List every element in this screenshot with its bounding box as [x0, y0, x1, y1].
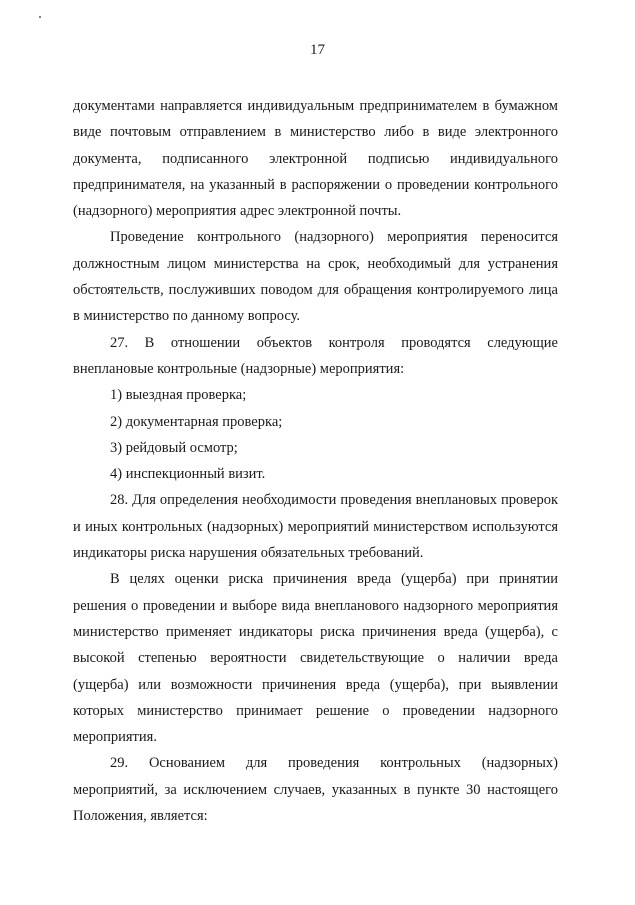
- list-item-3: 3) рейдовый осмотр;: [110, 439, 238, 456]
- document-body: [73, 93, 558, 829]
- paragraph-27: 27. В отношении объектов контроля проводятся следующие внеплановые контрольные (надзорные) мероприятия:: [73, 334, 558, 377]
- paragraph-risk-assessment: В целях оценки риска причинения вреда (ущерба) при принятии решения о проведении и выборе вида внепланового надзорного мероприятия министерство применяет индикаторы риска причинения вреда (ущерба), с высокой степенью вероятности свидетельствующие о наличии вреда (ущерба) или возможности причинения вреда (ущерба), при выявлении которых министерство принимает решение о проведении надзорного мероприятия.: [73, 571, 558, 746]
- list-item-4: 4) инспекционный визит.: [110, 466, 266, 483]
- scan-speck: [39, 16, 41, 18]
- page-number: 17: [310, 42, 325, 58]
- paragraph-postponement: Проведение контрольного (надзорного) мероприятия переносится должностным лицом министерства на срок, необходимый для устранения обстоятельств, послуживших поводом для обращения контролируемого лица в министерство по данному вопросу.: [73, 229, 558, 325]
- paragraph-29: 29. Основанием для проведения контрольных (надзорных) мероприятий, за исключением случаев, указанных в пункте 30 настоящего Положения, является:: [73, 755, 558, 825]
- paragraph-continuation: документами направляется индивидуальным предпринимателем в бумажном виде почтовым отправлением в министерство либо в виде электронного документа, подписанного электронной подписью индивидуального предпринимателя, на указанный в распоряжении о проведении контрольного (надзорного) мероприятия адрес электронной почты.: [73, 98, 558, 220]
- list-item-2: 2) документарная проверка;: [110, 413, 283, 430]
- paragraph-28: 28. Для определения необходимости проведения внеплановых проверок и иных контрольных (надзорных) мероприятий министерством используются индикаторы риска нарушения обязательных требований.: [73, 492, 558, 562]
- list-item-1: 1) выездная проверка;: [110, 387, 247, 404]
